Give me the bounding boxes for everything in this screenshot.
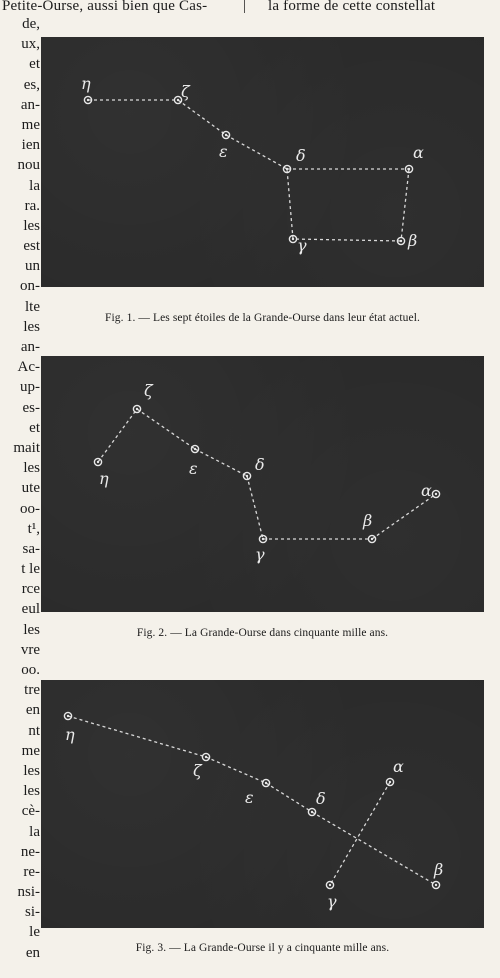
margin-line: an- <box>20 96 40 113</box>
fig3-line-alpha-gamma <box>330 782 390 885</box>
margin-line: t le <box>21 561 40 578</box>
margin-line: les <box>23 783 40 800</box>
fig1-star-epsilon <box>222 131 229 138</box>
fig3-star-epsilon <box>262 779 269 786</box>
margin-line: si- <box>25 904 40 921</box>
fig2-line-beta-alpha <box>372 494 436 539</box>
fig3-label-beta: β <box>434 860 444 879</box>
figure-2-caption: Fig. 2. — La Grande-Ourse dans cinquante mille ans. <box>136 627 389 639</box>
fig2-label-zeta: ζ <box>144 381 153 400</box>
figure-2-constellation <box>41 356 484 612</box>
margin-line: on- <box>20 278 40 295</box>
fig3-label-gamma: γ <box>327 892 337 911</box>
figure-3-caption: Fig. 3. — La Grande-Ourse il y a cinquante mille ans. <box>135 942 390 954</box>
left-column-text <box>0 14 40 963</box>
margin-line: tre <box>24 682 40 699</box>
fig1-label-zeta: ζ <box>181 82 190 101</box>
fig1-line-epsilon-delta <box>226 135 287 169</box>
fig2-line-delta-gamma <box>247 476 263 539</box>
margin-line: en <box>25 702 40 719</box>
margin-line: lte <box>25 298 40 315</box>
fig2-label-gamma: γ <box>255 545 265 564</box>
margin-line: les <box>23 762 40 779</box>
fig3-line-eta-zeta <box>68 716 206 757</box>
figure-3-constellation <box>41 680 484 928</box>
margin-line: ra. <box>24 197 40 214</box>
header-left-text: Petite-Ourse, aussi bien que Cas- <box>2 0 208 14</box>
margin-line: et <box>29 419 40 436</box>
margin-line: la <box>29 823 40 840</box>
margin-line: vre <box>20 641 40 658</box>
margin-line: en <box>25 944 40 961</box>
margin-line: nt <box>28 722 40 739</box>
margin-line: est <box>23 238 40 255</box>
fig1-line-beta-gamma <box>293 239 401 241</box>
margin-line: nou <box>17 157 40 174</box>
fig2-label-delta: δ <box>255 455 265 474</box>
margin-line: mait <box>13 439 40 456</box>
margin-line: rce <box>21 581 40 598</box>
fig2-label-epsilon: ε <box>189 459 198 478</box>
margin-line: es- <box>22 399 40 416</box>
fig3-label-eta: η <box>65 725 75 744</box>
fig3-line-zeta-epsilon <box>206 757 266 783</box>
figure-3-panel <box>41 680 484 928</box>
margin-line: oo. <box>21 662 40 678</box>
fig3-star-beta <box>432 881 439 888</box>
figure-2-panel <box>41 356 484 612</box>
margin-line: Ac- <box>17 359 40 376</box>
margin-line: nsi- <box>17 884 40 901</box>
fig2-star-alpha <box>432 490 439 497</box>
fig3-star-delta <box>308 808 315 815</box>
fig2-star-beta <box>368 535 375 542</box>
margin-line: de, <box>22 16 40 32</box>
margin-line: es, <box>23 76 40 93</box>
fig3-label-epsilon: ε <box>245 788 254 807</box>
margin-line: les <box>23 621 40 638</box>
figure-1-panel <box>41 37 484 287</box>
fig2-line-zeta-epsilon <box>137 409 195 449</box>
fig3-label-alpha: α <box>393 757 404 776</box>
margin-line: les <box>23 318 40 335</box>
margin-line: les <box>23 217 40 234</box>
fig3-line-epsilon-delta <box>266 783 312 812</box>
margin-line: un <box>25 258 40 275</box>
margin-line: sa- <box>22 540 40 557</box>
margin-line: ux, <box>21 36 40 53</box>
margin-line: an- <box>20 339 40 355</box>
margin-line: re- <box>23 863 40 880</box>
fig2-star-eta <box>94 458 101 465</box>
fig1-line-gamma-delta <box>287 169 293 239</box>
margin-line: me <box>21 742 40 759</box>
margin-line: cè- <box>21 803 40 820</box>
fig3-line-delta-beta <box>312 812 436 885</box>
fig1-label-eta: η <box>81 74 91 93</box>
figure-1-caption: Fig. 1. — Les sept étoiles de la Grande-Ourse dans leur état actuel. <box>105 312 420 324</box>
figure-1-constellation <box>41 37 484 287</box>
margin-line: la <box>29 177 40 194</box>
fig2-label-eta: η <box>99 469 109 488</box>
margin-line: eul <box>21 601 40 618</box>
fig2-label-alpha: α <box>421 481 432 500</box>
margin-line: et <box>29 56 40 73</box>
fig3-star-gamma <box>326 881 333 888</box>
margin-line: les <box>23 460 40 477</box>
margin-line: ute <box>21 480 40 497</box>
fig1-label-beta: β <box>408 231 418 250</box>
margin-line: t¹, <box>27 520 40 537</box>
fig2-line-eta-zeta <box>98 409 137 462</box>
margin-line: me <box>21 116 40 133</box>
fig1-line-zeta-epsilon <box>178 100 226 135</box>
fig2-line-epsilon-delta <box>195 449 247 476</box>
margin-line: up- <box>20 379 40 396</box>
fig3-star-eta <box>64 712 71 719</box>
fig1-label-alpha: α <box>413 143 424 162</box>
header-right-text: la forme de cette constellat <box>268 0 436 14</box>
margin-line: oo- <box>20 500 40 517</box>
margin-line: le <box>29 924 40 941</box>
margin-line: ne- <box>20 843 40 860</box>
column-separator: | <box>243 0 247 14</box>
fig2-label-beta: β <box>363 511 373 530</box>
fig3-star-alpha <box>386 778 393 785</box>
fig2-star-epsilon <box>191 445 198 452</box>
margin-line: ien <box>21 137 40 154</box>
fig3-star-zeta <box>202 753 209 760</box>
fig1-label-gamma: γ <box>297 236 307 255</box>
fig1-label-delta: δ <box>296 146 306 165</box>
fig3-label-delta: δ <box>316 789 326 808</box>
fig3-label-zeta: ζ <box>193 761 202 780</box>
fig1-label-epsilon: ε <box>219 142 228 161</box>
fig2-star-zeta <box>133 405 140 412</box>
